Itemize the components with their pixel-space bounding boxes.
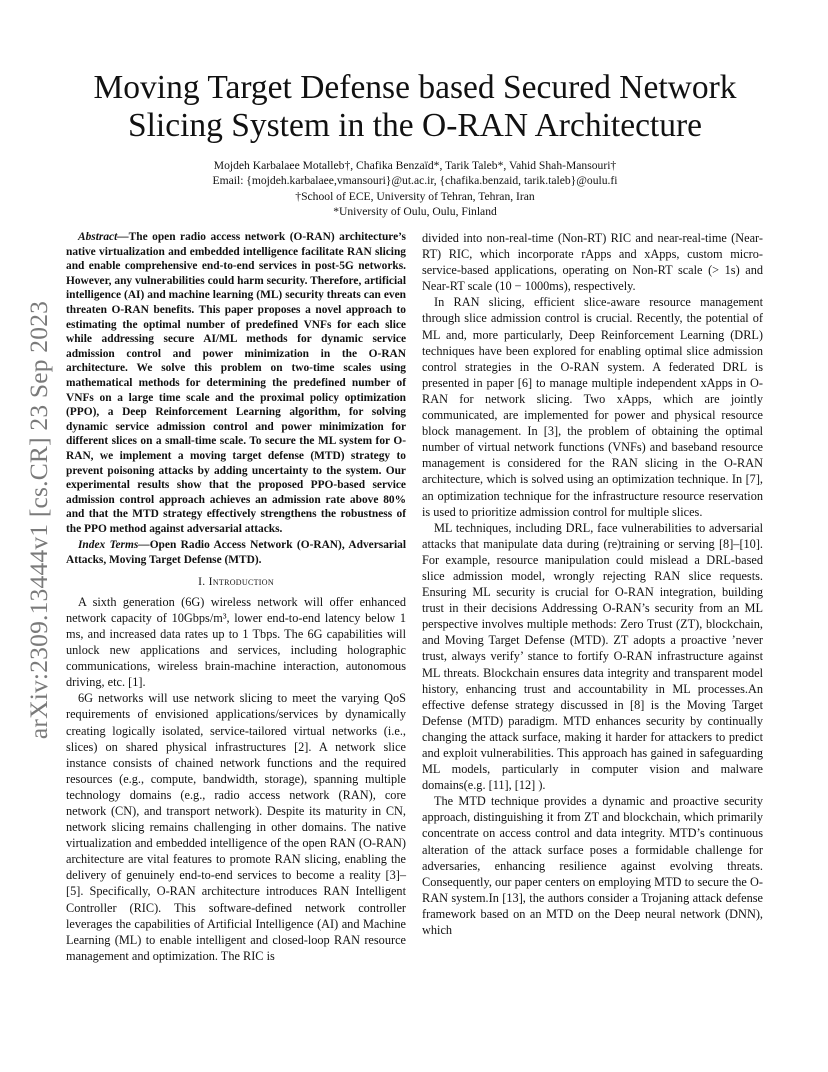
abstract-text: The open radio access network (O-RAN) architecture’s native virtualization and embedded intelligence facilitate RAN slicing and enable comprehensive end-to-end services in post-5G networks. However, any vulnerabilities could harm security. Therefore, artificial intelligence (AI) and machine learning (ML) security threats can even threaten O-RAN benefits. This paper proposes a novel approach to estimating the optimal number of predefined VNFs for each slice while addressing secure AI/ML methods for dynamic service admission control and power minimization in the O-RAN architecture. We solve this problem on two-time scales using mathematical methods for determining the predefined number of VNFs on a large time scale and the proximal policy optimization (PPO), a Deep Reinforcement Learning algorithm, for solving dynamic service admission control and power minimization for different slices on a small-time scale. To secure the ML system for O-RAN, we implement a moving target defense (MTD) strategy to prevent poisoning attacks by adding uncertainty to the system. Our experimental results show that the proposed PPO-based service admission control approach achieves an admission rate above 80% and that the MTD strategy effectively strengthens the robustness of the PPO method against adversarial attacks. [66, 231, 406, 535]
affiliation-oulu: *University of Oulu, Oulu, Finland [333, 205, 497, 219]
body-paragraph: 6G networks will use network slicing to meet the varying QoS requirements of envisioned applications/services by dynamically creating logically isolated, service-tailored virtual networks (i.e., slices) on shared physical infrastructures [2]. A network slice instance consists of chained network functions and the required resources (e.g., compute, bandwidth, storage), spanning multiple technology domains (e.g., radio access network (RAN), core network (CN), and transport network). Despite its maturity in CN, network slicing remains challenging in other domains. The native virtualization and embedded intelligence of the open RAN (O-RAN) architecture are vital features to promote RAN slicing, enabling the delivery of genuinely end-to-end services to become a reality [3]–[5]. Specifically, O-RAN architecture introduces RAN Intelligent Controller (RIC). This software-defined network controller leverages the capabilities of Artificial Intelligence (AI) and Machine Learning (ML) to enable intelligent and closed-loop RAN resource management and optimization. The RIC is [66, 691, 406, 963]
abstract-label: Abstract— [78, 231, 129, 243]
author-block [80, 158, 750, 220]
abstract [66, 230, 406, 536]
body-paragraph: In RAN slicing, efficient slice-aware resource management through slice admission control is crucial. Recently, the potential of ML and, more particularly, Deep Reinforcement Learning (DRL) techniques have been explored for enabling optimal slice admission control strategies in the O-RAN system. A federated DRL is presented in paper [6] to manage multiple independent xApps in O-RAN for network slicing. Two xApps, which are jointly communicated, are implemented for power and physical resource block management. In [3], the problem of obtaining the optimal number of virtual network functions (VNFs) and baseband resource management is considered for the RAN slicing in the O-RAN architecture, which is solved using an optimization technique. In [7], an optimization technique for the infrastructure resource reservation is used to prioritize admission control for multiple slices. [422, 295, 763, 519]
body-paragraph: divided into non-real-time (Non-RT) RIC and near-real-time (Near-RT) RIC, which incorporate rApps and xApps, custom micro-service-based applications, operating on Non-RT scale (> 1s) and Near-RT scale (10 − 1000ms), respectively. [422, 231, 763, 294]
index-terms-label: Index Terms— [78, 539, 150, 552]
author-names: Mojdeh Karbalaee Motalleb†, Chafika Benzaïd*, Tarik Taleb*, Vahid Shah-Mansouri† [213, 159, 617, 172]
section-title: Introduction [208, 574, 274, 588]
left-column [66, 230, 406, 964]
body-paragraph: The MTD technique provides a dynamic and proactive security approach, distinguishing it from ZT and blockchain, which primarily concentrate on access control and data integrity. MTD’s continuous alteration of the attack surface poses a formidable challenge for adversaries, enhancing resilience against evolving threats. Consequently, our paper centers on employing MTD to secure the O-RAN system.In [13], the authors consider a Trojaning attack defense framework based on an MTD on the Deep neural network (DNN), which [422, 794, 763, 938]
section-number: I. [198, 574, 209, 588]
affiliation-tehran: †School of ECE, University of Tehran, Tehran, Iran [295, 189, 535, 203]
index-terms-text: Open Radio Access Network (O-RAN), Adversarial Attacks, Moving Target Defense (MTD). [66, 539, 406, 567]
paper-title: Moving Target Defense based Secured Network Slicing System in the O-RAN Architecture [93, 69, 737, 144]
body-paragraph: A sixth generation (6G) wireless network will offer enhanced network capacity of 10Gbps/m³, lower end-to-end latency below 1 ms, and increased data rates up to 1 Tbps. The 6G capabilities will unlock new applications and services, including holographic communications, wireless brain-machine interaction, autonomous driving, etc. [1]. [66, 594, 406, 690]
section-heading-introduction [66, 574, 406, 590]
body-paragraph: ML techniques, including DRL, face vulnerabilities to adversarial attacks that manipulate data during (re)training or serving [8]–[10]. For example, resource manipulation could mislead a DRL-based slice admission model, wrongly rejecting RAN slice requests. Ensuring ML security is crucial for O-RAN integration, building trust in their decisions Addressing O-RAN’s security from an ML perspective involves multiple methods: Zero Trust (ZT), blockchain, and Moving Target Defense (MTD). ZT adopts a proactive ’never trust, always verify’ stance to fortify O-RAN infrastructure against ML threats. Blockchain ensures data integrity and transparent model history, enhancing trust and accountability in ML processes.An effective defense strategy discussed in [8] is the Moving Target Defense (MTD) paradigm. MTD enhances security by continually changing the attack surface, making it harder for attackers to predict and exploit vulnerabilities. This approach has gained in safeguarding ML models, particularly in computer vision and malware domains(e.g. [11], [12] ). [422, 520, 763, 793]
right-column [422, 230, 763, 938]
arxiv-sidebar [14, 260, 64, 780]
arxiv-identifier: arXiv:2309.13444v1 [cs.CR] 23 Sep 2023 [24, 300, 53, 740]
index-terms [66, 538, 406, 567]
author-emails: Email: {mojdeh.karbalaee,vmansouri}@ut.ac.ir, {chafika.benzaid, tarik.taleb}@oulu.fi [212, 174, 618, 188]
